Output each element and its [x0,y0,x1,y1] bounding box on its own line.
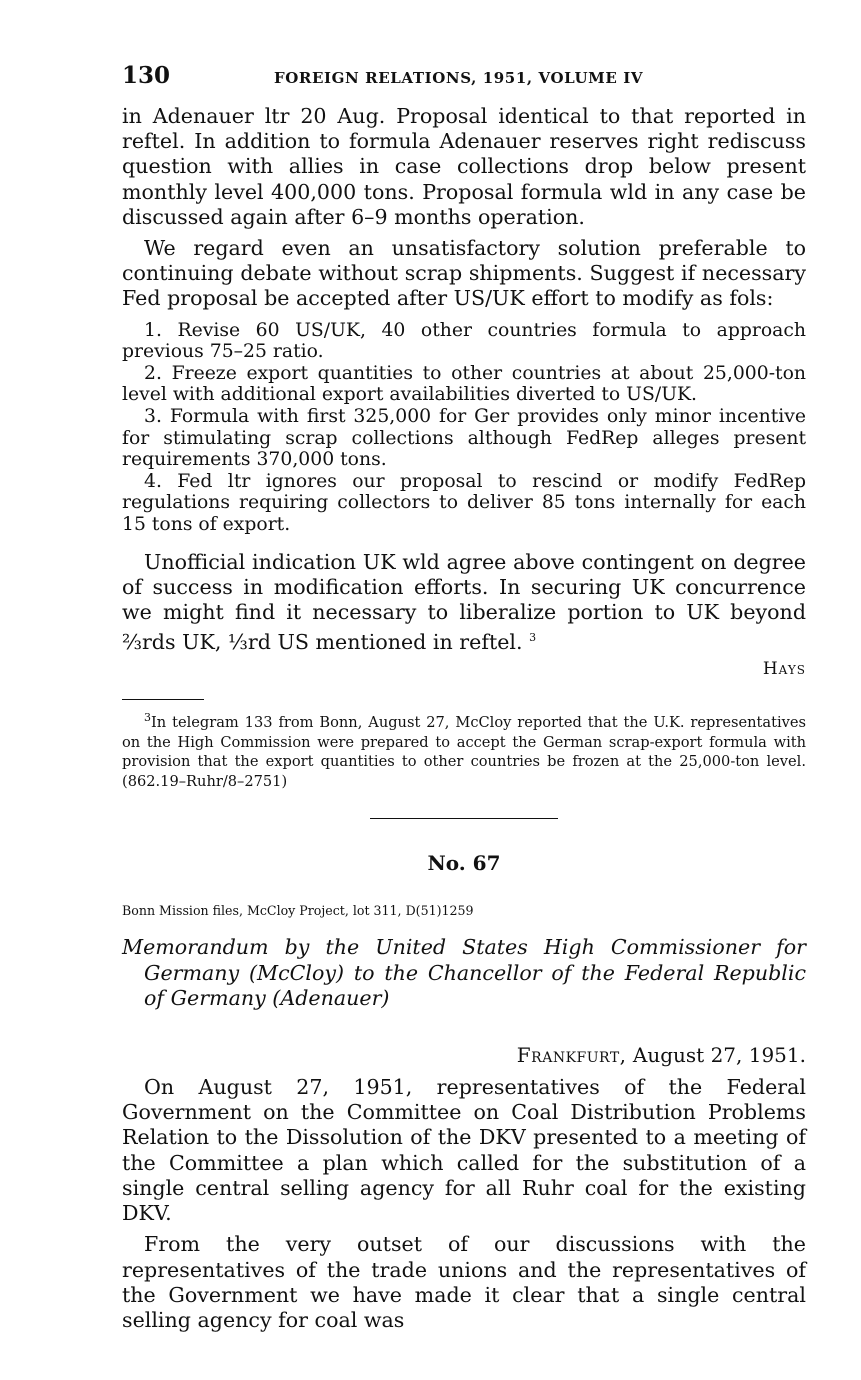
section-divider [370,818,558,819]
page-header [122,62,806,104]
signature: Hays [762,659,806,680]
memo-paragraph-2: From the very outset of our discussions with the representatives of the trade unions and the representatives of the Government we have made it clear that a single central selling agency for coal was [122,1232,806,1332]
running-head: FOREIGN RELATIONS, 1951, VOLUME IV [274,69,644,87]
list-item: 1. Revise 60 US/UK, 40 other countries formula to approach previous 75–25 ratio. [122,319,806,363]
footnote-text: In telegram 133 from Bonn, August 27, McCloy reported that the U.K. representatives on the High Commission were prepared to accept the German scrap-export formula with provision that the export quantities to other countries be frozen at the 25,000-ton level. (862.19–Ruhr/8–2751) [122,714,806,790]
footnote-divider [122,699,204,700]
footnote [122,708,806,791]
memo-paragraph-1: On August 27, 1951, representatives of the Federal Government on the Committee on Coal Distribution Problems Relation to the Dissolution of the DKV presented to a meeting of the Committee a plan which called for the substitution of a single central selling agency for all Ruhr coal for the existing DKV. [122,1075,806,1226]
list-item: 4. Fed ltr ignores our proposal to rescind or modify FedRep regulations requiring collectors to deliver 85 tons internally for each 15 tons of export. [122,470,806,535]
page-number: 130 [122,62,171,89]
dateline [122,1043,806,1067]
body-paragraph-3 [122,550,806,656]
list-item: 3. Formula with first 325,000 for Ger provides only minor incentive for stimulating scrap collections although FedRep alleges present requirements 370,000 tons. [122,406,806,471]
document-title: Memorandum by the United States High Commissioner for Germany (McCloy) to the Chancellor of the Federal Republic of Germany (Adenauer) [122,935,806,1010]
body-paragraph-1: in Adenauer ltr 20 Aug. Proposal identical to that reported in reftel. In addition to formula Adenauer reserves right rediscuss question with allies in case collections drop below present monthly level 400,000 tons. Proposal formula wld in any case be discussed again after 6–9 months operation. [122,104,806,229]
recommendation-list [122,320,806,536]
dateline-place: Frankfurt, [516,1043,627,1068]
body-paragraph-3-text: Unofficial indication UK wld agree above contingent on degree of success in modification efforts. In securing UK concurrence we might find it necessary to liberalize portion to UK beyond ⅔rds UK, ⅓rd US mentioned in reftel. [122,549,806,655]
footnote-marker: 3 [144,711,151,725]
document-number: No. 67 [427,851,501,876]
footnote-reference: 3 [529,631,537,645]
dateline-date: August 27, 1951. [632,1043,806,1068]
list-item: 2. Freeze export quantities to other countries at about 25,000-ton level with additional export availabilities diverted to US/UK. [122,362,806,406]
document-page [122,62,806,1333]
source-note: Bonn Mission files, McCloy Project, lot 311, D(51)1259 [122,903,474,919]
body-paragraph-2: We regard even an unsatisfactory solution preferable to continuing debate without scrap shipments. Suggest if necessary Fed proposal be accepted after US/UK effort to modify as fols: [122,236,806,311]
